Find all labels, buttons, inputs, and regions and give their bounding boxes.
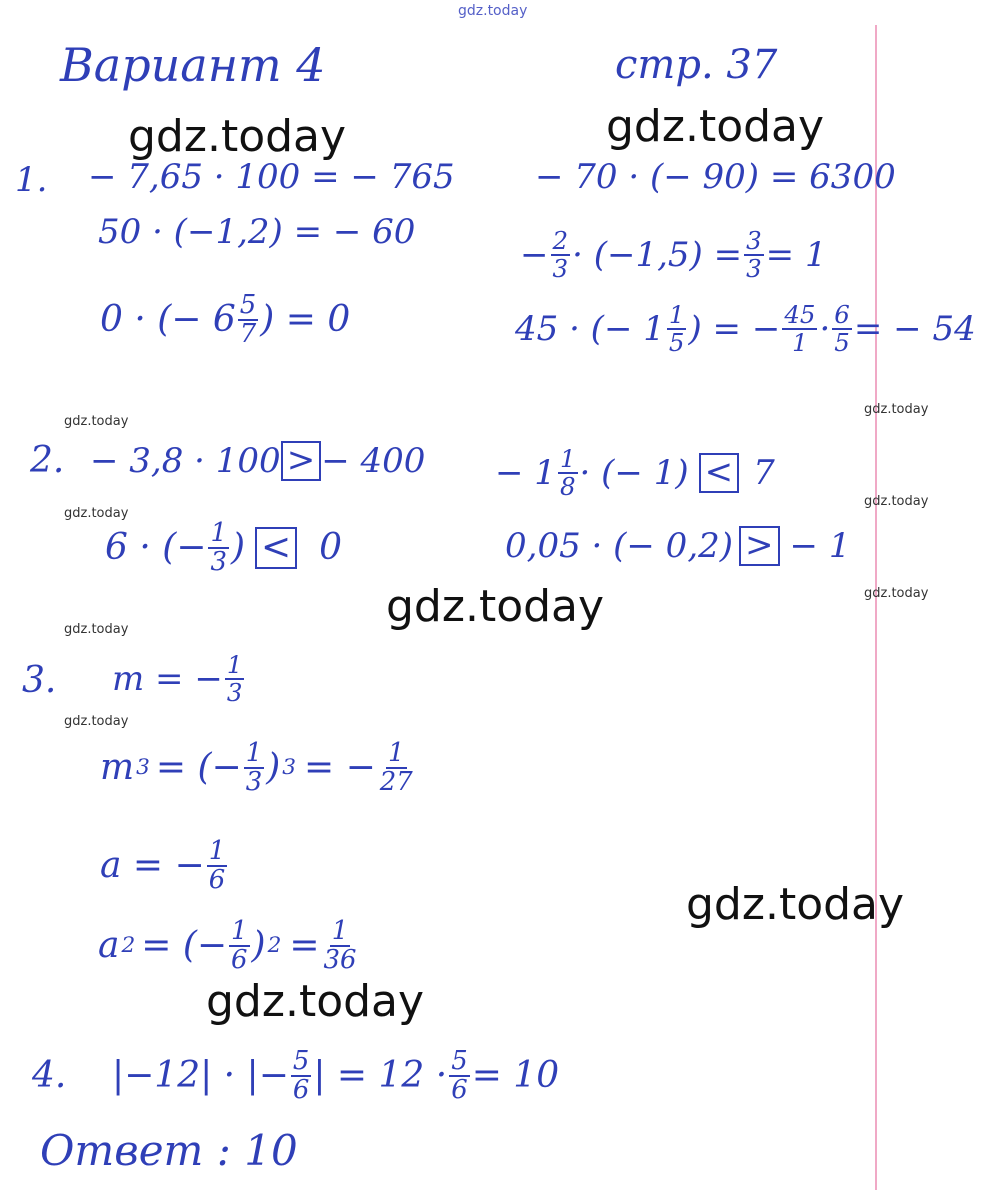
fraction-denominator: 5 xyxy=(668,327,685,357)
expression-text: = − xyxy=(304,747,376,789)
expression-text: = 10 xyxy=(471,1055,560,1097)
fraction-denominator: 1 xyxy=(792,327,808,357)
expression-text: 0 · (− 6 xyxy=(100,299,236,341)
comparison-sign-box: < xyxy=(255,527,297,569)
expression-text: a = − xyxy=(100,845,205,887)
fraction xyxy=(832,302,852,355)
fraction xyxy=(322,918,359,974)
margin-line xyxy=(875,25,877,1190)
task-number: 4. xyxy=(32,1055,67,1096)
fraction xyxy=(782,302,817,355)
fraction-denominator: 3 xyxy=(746,253,762,283)
fraction-numerator: 1 xyxy=(226,650,243,679)
expression-text: ) xyxy=(266,747,281,789)
fraction xyxy=(208,520,228,576)
watermark-large: gdz.today xyxy=(128,111,347,162)
fraction-denominator: 3 xyxy=(210,547,227,578)
fraction-denominator: 8 xyxy=(559,471,576,501)
expression-text: = xyxy=(289,925,320,967)
expression-text: ) xyxy=(230,527,245,569)
expression-text: 7 xyxy=(753,452,775,493)
expression-line xyxy=(100,740,417,796)
expression-text: 0 xyxy=(319,527,343,569)
variant-title: Вариант 4 xyxy=(60,38,326,92)
fraction-numerator: 6 xyxy=(834,300,850,329)
expression-line: − 70 · (− 90) = 6300 xyxy=(535,157,896,197)
expression-text: ) = − xyxy=(688,308,781,349)
comparison-line xyxy=(505,526,850,566)
watermark-large: gdz.today xyxy=(606,101,825,152)
watermark-small: gdz.today xyxy=(64,622,129,637)
fraction xyxy=(238,292,258,348)
exponent: 3 xyxy=(136,755,150,781)
watermark-small: gdz.today xyxy=(864,402,929,417)
expression-line xyxy=(520,228,827,281)
watermark-top: gdz.today xyxy=(458,3,528,19)
fraction xyxy=(667,302,687,355)
fraction xyxy=(449,1048,469,1104)
expression-text: = 1 xyxy=(765,234,827,275)
fraction-denominator: 7 xyxy=(239,319,257,350)
fraction xyxy=(551,228,571,281)
watermark-small: gdz.today xyxy=(864,494,929,509)
fraction xyxy=(558,446,578,499)
expression-line xyxy=(515,302,976,355)
expression-text: − xyxy=(520,234,549,275)
expression-text: 6 · (− xyxy=(105,527,207,569)
comparison-sign-box: > xyxy=(739,526,780,566)
expression-text: = − 54 xyxy=(853,308,976,349)
task-number: 3. xyxy=(22,660,57,701)
expression-line: − 7,65 · 100 = − 765 xyxy=(88,157,455,197)
expression-text: | = 12 · xyxy=(313,1055,448,1097)
fraction-numerator: 3 xyxy=(746,226,762,255)
expression-text: m = − xyxy=(112,658,223,699)
fraction-numerator: 1 xyxy=(388,738,405,768)
expression-text: · (− 1) xyxy=(579,452,689,493)
watermark-large: gdz.today xyxy=(206,976,425,1027)
expression-line xyxy=(112,1048,559,1104)
exponent: 2 xyxy=(267,933,282,959)
fraction-denominator: 3 xyxy=(245,767,263,798)
expression-text: − 1 xyxy=(495,452,556,493)
fraction-denominator: 5 xyxy=(834,327,850,357)
expression-text: ) xyxy=(251,925,266,967)
comparison-sign-box: < xyxy=(699,453,740,493)
expression-line xyxy=(100,838,229,894)
fraction-denominator: 3 xyxy=(552,253,569,283)
fraction-numerator: 45 xyxy=(784,300,816,329)
fraction xyxy=(291,1048,311,1104)
exponent: 2 xyxy=(121,933,136,959)
fraction xyxy=(229,918,249,974)
fraction-numerator: 2 xyxy=(552,226,569,255)
page-reference: стр. 37 xyxy=(615,42,778,88)
fraction-numerator: 1 xyxy=(668,300,685,329)
watermark-small: gdz.today xyxy=(864,586,929,601)
fraction-numerator: 5 xyxy=(292,1046,310,1076)
expression-text: m xyxy=(100,747,135,789)
watermark-large: gdz.today xyxy=(686,879,905,930)
fraction-numerator: 1 xyxy=(331,916,349,946)
expression-text: = (− xyxy=(155,747,242,789)
fraction-denominator: 6 xyxy=(292,1075,310,1106)
fraction-numerator: 1 xyxy=(245,738,263,768)
fraction-denominator: 6 xyxy=(231,945,248,976)
fraction xyxy=(225,652,245,705)
expression-text: |−12| · |− xyxy=(112,1055,289,1097)
comparison-line xyxy=(90,441,425,481)
comparison-sign-box: > xyxy=(281,441,322,481)
fraction xyxy=(207,838,227,894)
fraction-denominator: 36 xyxy=(323,945,357,976)
expression-text: = (− xyxy=(141,925,228,967)
fraction-denominator: 27 xyxy=(379,767,413,798)
fraction-numerator: 5 xyxy=(239,290,257,320)
expression-line: 50 · (−1,2) = − 60 xyxy=(98,212,416,252)
fraction-numerator: 1 xyxy=(208,836,226,866)
expression-text: a xyxy=(98,925,120,967)
expression-text: ) = 0 xyxy=(260,299,351,341)
comparison-line xyxy=(105,520,342,576)
answer-line: Ответ : 10 xyxy=(40,1126,298,1175)
exponent: 3 xyxy=(282,755,296,781)
task-number: 2. xyxy=(30,440,65,481)
fraction xyxy=(744,228,764,281)
fraction-denominator: 6 xyxy=(208,865,226,896)
fraction xyxy=(378,740,415,796)
watermark-small: gdz.today xyxy=(64,414,129,429)
expression-text: · xyxy=(819,308,831,349)
expression-line xyxy=(100,292,350,348)
expression-text: − 400 xyxy=(321,440,426,481)
fraction-denominator: 3 xyxy=(226,677,243,707)
expression-text: 0,05 · (− 0,2) xyxy=(505,525,734,566)
fraction xyxy=(244,740,264,796)
fraction-denominator: 6 xyxy=(451,1075,468,1106)
fraction-numerator: 1 xyxy=(559,444,576,473)
expression-line xyxy=(112,652,246,705)
task-number: 1. xyxy=(15,160,48,200)
expression-text: · (−1,5) = xyxy=(572,234,743,275)
watermark-large: gdz.today xyxy=(386,581,605,632)
fraction-numerator: 5 xyxy=(451,1046,468,1076)
expression-text: 45 · (− 1 xyxy=(515,308,665,349)
fraction-numerator: 1 xyxy=(231,916,248,946)
comparison-line xyxy=(495,446,775,499)
expression-text: − 3,8 · 100 xyxy=(90,440,281,481)
expression-line xyxy=(98,918,360,974)
expression-text: − 1 xyxy=(789,525,851,566)
watermark-small: gdz.today xyxy=(64,714,129,729)
fraction-numerator: 1 xyxy=(210,518,227,548)
watermark-small: gdz.today xyxy=(64,506,129,521)
